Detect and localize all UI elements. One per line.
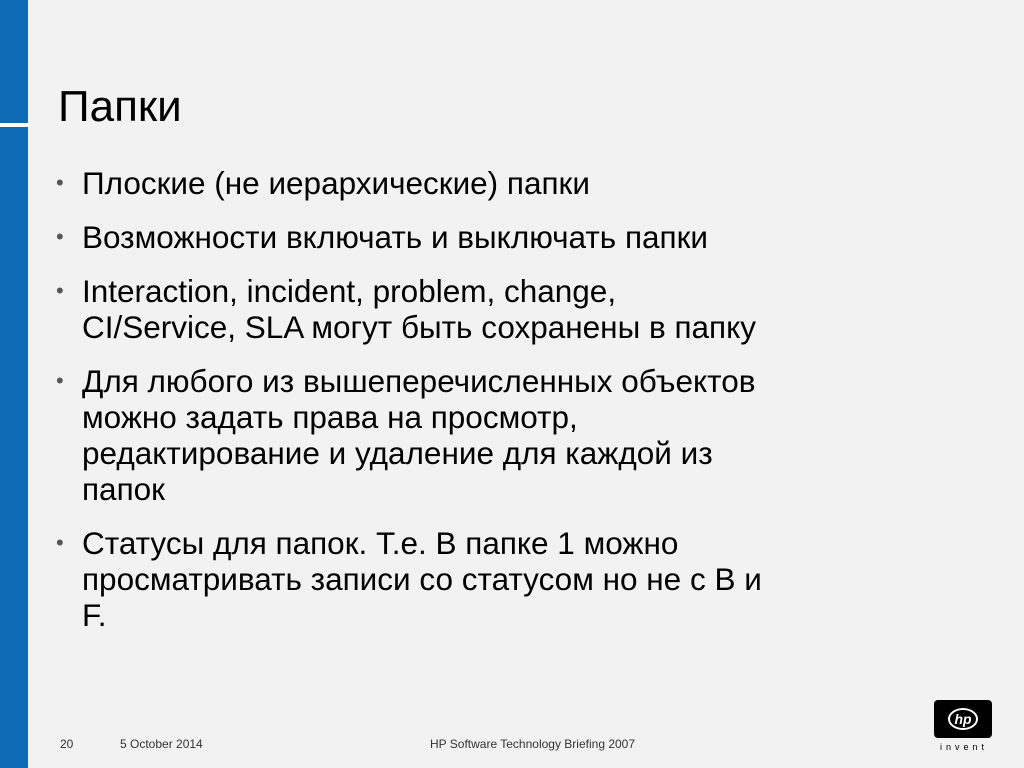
left-accent-bar	[0, 0, 28, 768]
footer-date: 5 October 2014	[120, 737, 203, 751]
bullet-line: редактирование и удаление для каждой из	[82, 435, 713, 471]
bullet-line: CI/Service, SLA могут быть сохранены в папку	[82, 309, 756, 345]
bullet-line: F.	[82, 597, 107, 633]
footer-page-number: 20	[60, 737, 74, 751]
hp-logo-icon: hp	[948, 708, 978, 730]
bullet-dot-icon: •	[56, 170, 64, 195]
bullet-line: просматривать записи со статусом но не с В и	[82, 561, 762, 597]
bullet-item	[50, 363, 970, 507]
hp-logo-box	[934, 700, 992, 738]
bullet-dot-icon: •	[56, 224, 64, 249]
bullet-line: Статусы для папок. Т.е. В папке 1 можно	[82, 525, 679, 561]
accent-bar-notch	[0, 123, 28, 127]
bullet-dot-icon: •	[56, 368, 64, 393]
bullet-line: Interaction, incident, problem, change,	[82, 273, 617, 309]
hp-logo-tagline: invent	[939, 742, 989, 752]
slide-title: Папки	[58, 82, 182, 131]
bullet-item	[50, 219, 970, 255]
bullet-line: папок	[82, 471, 165, 507]
footer-briefing: HP Software Technology Briefing 2007	[430, 737, 636, 751]
bullet-line: Возможности включать и выключать папки	[82, 219, 708, 255]
bullet-item	[50, 273, 970, 345]
bullet-line: Плоские (не иерархические) папки	[82, 165, 590, 201]
bullet-item	[50, 165, 970, 201]
bullet-dot-icon: •	[56, 278, 64, 303]
bullet-list	[50, 165, 970, 651]
hp-logo	[934, 700, 994, 754]
bullet-item	[50, 525, 970, 633]
bullet-line: Для любого из вышеперечисленных объектов	[82, 363, 756, 399]
bullet-line: можно задать права на просмотр,	[82, 399, 578, 435]
bullet-dot-icon: •	[56, 530, 64, 555]
